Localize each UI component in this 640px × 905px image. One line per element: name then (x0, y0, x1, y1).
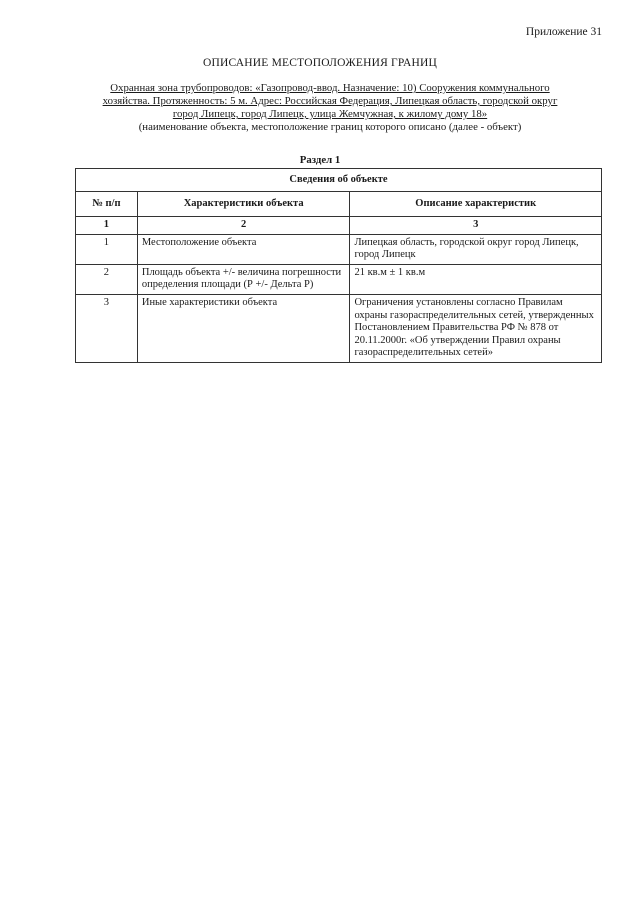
column-index-1: 1 (76, 217, 138, 235)
row-characteristic: Площадь объекта +/- величина погрешности определения площади (Р +/- Дельта Р) (137, 264, 350, 294)
table-row (76, 264, 602, 294)
column-header-characteristic: Характеристики объекта (137, 192, 350, 217)
table-caption-row (76, 169, 602, 192)
table-row (76, 294, 602, 362)
table-row (76, 234, 602, 264)
row-number: 1 (76, 234, 138, 264)
row-characteristic: Местоположение объекта (137, 234, 350, 264)
row-description: 21 кв.м ± 1 кв.м (350, 264, 602, 294)
table-header-row (76, 192, 602, 217)
row-description: Липецкая область, городской округ город Липецк, город Липецк (350, 234, 602, 264)
row-number: 3 (76, 294, 138, 362)
document-title: ОПИСАНИЕ МЕСТОПОЛОЖЕНИЯ ГРАНИЦ (202, 57, 438, 69)
object-caption: (наименование объекта, местоположение границ которого описано (далее - объект) (138, 121, 522, 133)
row-number: 2 (76, 264, 138, 294)
object-description (80, 82, 580, 134)
column-index-3: 3 (350, 217, 602, 235)
object-name-line-2: хозяйства. Протяженность: 5 м. Адрес: Российская Федерация, Липецкая область, городской округ (102, 95, 558, 107)
row-characteristic: Иные характеристики объекта (137, 294, 350, 362)
table-caption: Сведения об объекте (76, 169, 602, 192)
object-name-line-3: город Липецк, город Липецк, улица Жемчужная, к жилому дому 18» (172, 108, 488, 120)
section-title: Раздел 1 (299, 154, 341, 166)
object-info-table (75, 168, 602, 363)
column-header-description: Описание характеристик (350, 192, 602, 217)
object-name-line-1: Охранная зона трубопроводов: «Газопровод-ввод. Назначение: 10) Сооружения коммунального (110, 82, 550, 94)
column-header-number: № п/п (76, 192, 138, 217)
column-index-row (76, 217, 602, 235)
row-description: Ограничения установлены согласно Правилам охраны газораспределительных сетей, утвержденных Постановлением Правительства РФ № 878 от 20.11.2000г. «Об утверждении Правил охраны газораспределительных сетей» (350, 294, 602, 362)
column-index-2: 2 (137, 217, 350, 235)
appendix-label: Приложение 31 (525, 26, 602, 38)
